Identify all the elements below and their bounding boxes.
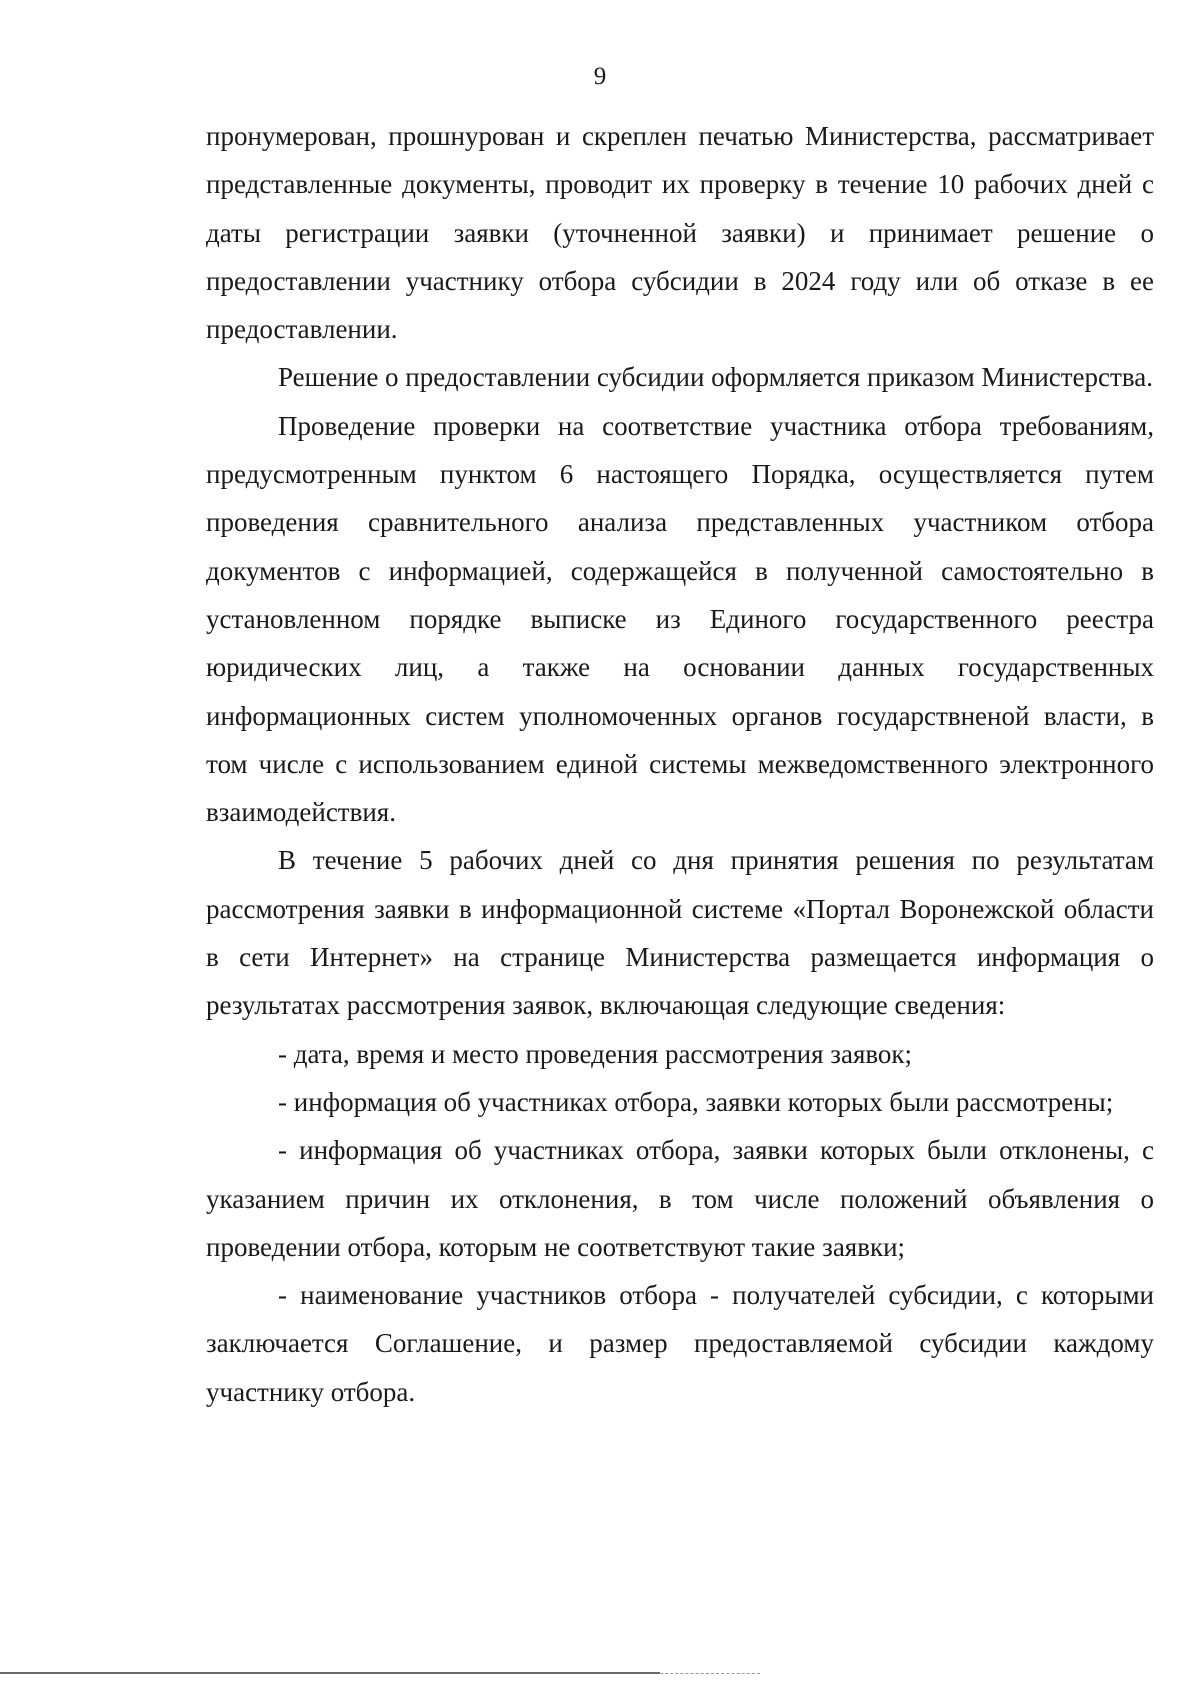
document-body	[206, 112, 1154, 1416]
paragraph-decision: Решение о предоставлении субсидии оформляется приказом Министерства.	[278, 362, 1153, 393]
paragraph-publication: В течение 5 рабочих дней со дня принятия решения по результатам рассмотрения заявки в информационной системе «Портал Воронежской области в сети Интернет» на странице Министерства размещается информация о результатах рассмотрения заявок, включающая следующие сведения:	[206, 845, 1154, 1021]
list-item-recipients: - наименование участников отбора - получателей субсидии, с которыми заключается Соглашение, и размер предоставляемой субсидии каждому участнику отбора.	[206, 1280, 1154, 1407]
list-item-reviewed-participants: - информация об участниках отбора, заявки которых были рассмотрены;	[278, 1086, 1114, 1117]
page-number: 9	[593, 63, 607, 90]
scan-edge-line	[0, 1672, 660, 1674]
paragraph-verification: Проведение проверки на соответствие участника отбора требованиям, предусмотренным пунктом 6 настоящего Порядка, осуществляется путем проведения сравнительного анализа представленных участником отбора документов с информацией, содержащейся в полученной самостоятельно в установленном порядке выписке из Единого государственного реестра юридических лиц, а также на основании данных государственных информационных систем уполномоченных органов государствненой власти, в том числе с использованием единой системы межведомственного электронного взаимодействия.	[206, 410, 1154, 828]
list-item-rejected-participants: - информация об участниках отбора, заявки которых были отклонены, с указанием причин их отклонения, в том числе положений объявления о проведении отбора, которым не соответствуют такие заявки;	[206, 1135, 1154, 1262]
paragraph-continuation: пронумерован, прошнурован и скреплен печатью Министерства, рассматривает представленные документы, проводит их проверку в течение 10 рабочих дней с даты регистрации заявки (уточненной заявки) и принимает решение о предоставлении участнику отбора субсидии в 2024 году или об отказе в ее предоставлении.	[206, 121, 1154, 345]
scan-edge-line-faint	[660, 1673, 760, 1674]
list-item-date-place: - дата, время и место проведения рассмотрения заявок;	[278, 1038, 913, 1069]
